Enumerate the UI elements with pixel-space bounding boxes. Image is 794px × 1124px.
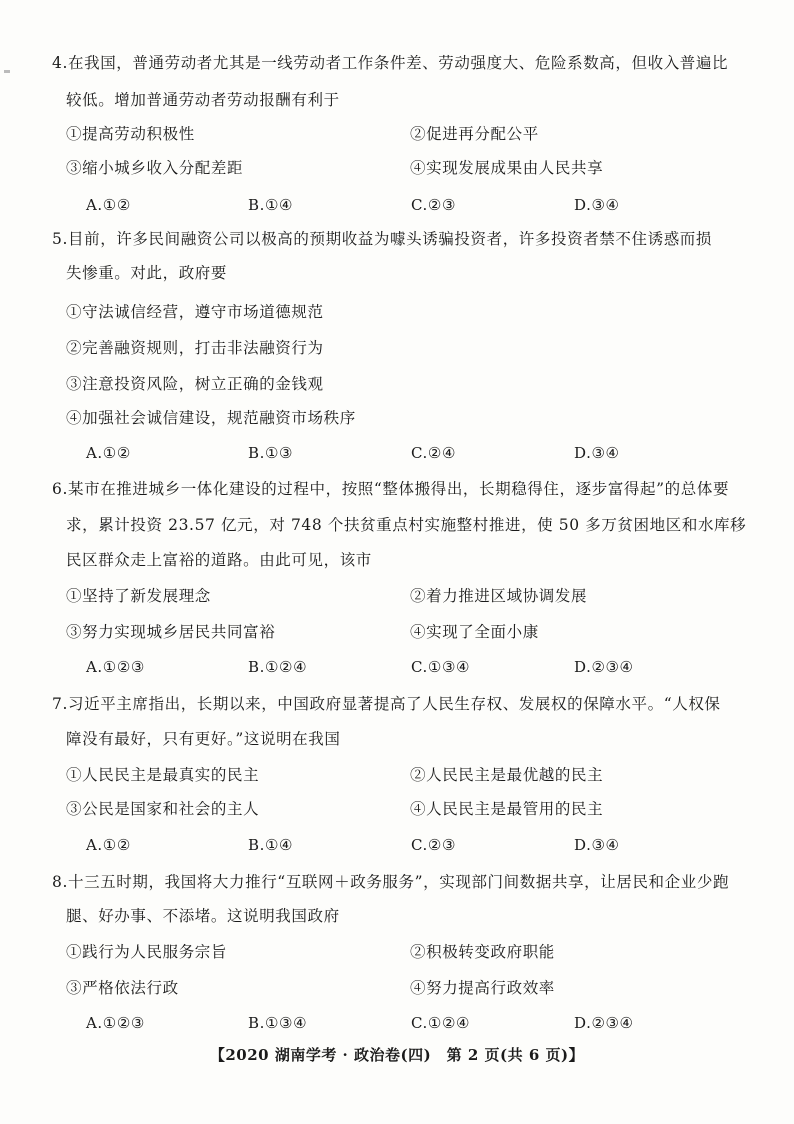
- choice-d: D.②③④: [574, 658, 634, 676]
- question-stem-line: 腿、好办事、不添堵。这说明我国政府: [66, 907, 340, 925]
- choice-d: D.③④: [574, 196, 620, 214]
- choice-c: C.②③: [411, 836, 457, 854]
- option-1: ①坚持了新发展理念: [66, 587, 211, 605]
- option-4: ④实现发展成果由人民共享: [410, 159, 604, 177]
- option-4: ④实现了全面小康: [410, 623, 539, 641]
- option-1: ①人民民主是最真实的民主: [66, 766, 260, 784]
- choice-a: A.①②③: [86, 1014, 145, 1032]
- page-footer: 【2020 湖南学考 · 政治卷(四) 第 2 页(共 6 页)】: [209, 1046, 585, 1064]
- question-stem-line: 6.某市在推进城乡一体化建设的过程中，按照“整体搬得出，长期稳得住，逐步富得起”的总体要: [52, 480, 730, 498]
- choice-a: A.①②: [86, 836, 131, 854]
- question-stem-line: 7.习近平主席指出，长期以来，中国政府显著提高了人民生存权、发展权的保障水平。“人权保: [52, 695, 721, 713]
- option-4: ④努力提高行政效率: [410, 979, 555, 997]
- option-3: ③缩小城乡收入分配差距: [66, 159, 244, 177]
- choice-b: B.①④: [248, 836, 294, 854]
- choice-d: D.③④: [574, 836, 620, 854]
- question-stem-line: 5.目前，许多民间融资公司以极高的预期收益为噱头诱骗投资者，许多投资者禁不住诱惑而损: [52, 230, 712, 248]
- option-2: ②促进再分配公平: [410, 125, 539, 143]
- option-2: ②人民民主是最优越的民主: [410, 766, 604, 784]
- question-stem-line: 民区群众走上富裕的道路。由此可见，该市: [66, 551, 372, 569]
- choice-a: A.①②③: [86, 658, 145, 676]
- question-stem-line: 8.十三五时期，我国将大力推行“互联网＋政务服务”，实现部门间数据共享，让居民和企业少跑: [52, 873, 730, 891]
- question-stem-line: 障没有最好，只有更好。”这说明在我国: [66, 730, 341, 748]
- choice-c: C.②③: [411, 196, 457, 214]
- question-stem-line: 4.在我国，普通劳动者尤其是一线劳动者工作条件差、劳动强度大、危险系数高，但收入普遍比: [52, 54, 729, 72]
- question-stem-line: 失惨重。对此，政府要: [66, 264, 228, 282]
- choice-b: B.①③④: [248, 1014, 308, 1032]
- question-stem-line: 求，累计投资 23.57 亿元，对 748 个扶贫重点村实施整村推进，使 50 多万贫困地区和水库移: [66, 516, 747, 534]
- choice-b: B.①④: [248, 196, 294, 214]
- option-3: ③注意投资风险，树立正确的金钱观: [66, 375, 324, 393]
- option-4: ④人民民主是最管用的民主: [410, 800, 604, 818]
- option-2: ②完善融资规则，打击非法融资行为: [66, 339, 324, 357]
- choice-a: A.①②: [86, 196, 131, 214]
- choice-d: D.②③④: [574, 1014, 634, 1032]
- option-1: ①践行为人民服务宗旨: [66, 943, 228, 961]
- choice-d: D.③④: [574, 444, 620, 462]
- option-2: ②着力推进区域协调发展: [410, 587, 588, 605]
- option-3: ③努力实现城乡居民共同富裕: [66, 623, 276, 641]
- option-1: ①提高劳动积极性: [66, 125, 195, 143]
- option-3: ③公民是国家和社会的主人: [66, 800, 260, 818]
- choice-c: C.①②④: [411, 1014, 471, 1032]
- option-4: ④加强社会诚信建设，规范融资市场秩序: [66, 409, 356, 427]
- question-stem-line: 较低。增加普通劳动者劳动报酬有利于: [66, 91, 340, 109]
- option-1: ①守法诚信经营，遵守市场道德规范: [66, 303, 324, 321]
- option-2: ②积极转变政府职能: [410, 943, 555, 961]
- choice-a: A.①②: [86, 444, 131, 462]
- choice-c: C.①③④: [411, 658, 471, 676]
- choice-b: B.①②④: [248, 658, 308, 676]
- choice-c: C.②④: [411, 444, 457, 462]
- choice-b: B.①③: [248, 444, 294, 462]
- scan-mark: [4, 70, 10, 73]
- option-3: ③严格依法行政: [66, 979, 179, 997]
